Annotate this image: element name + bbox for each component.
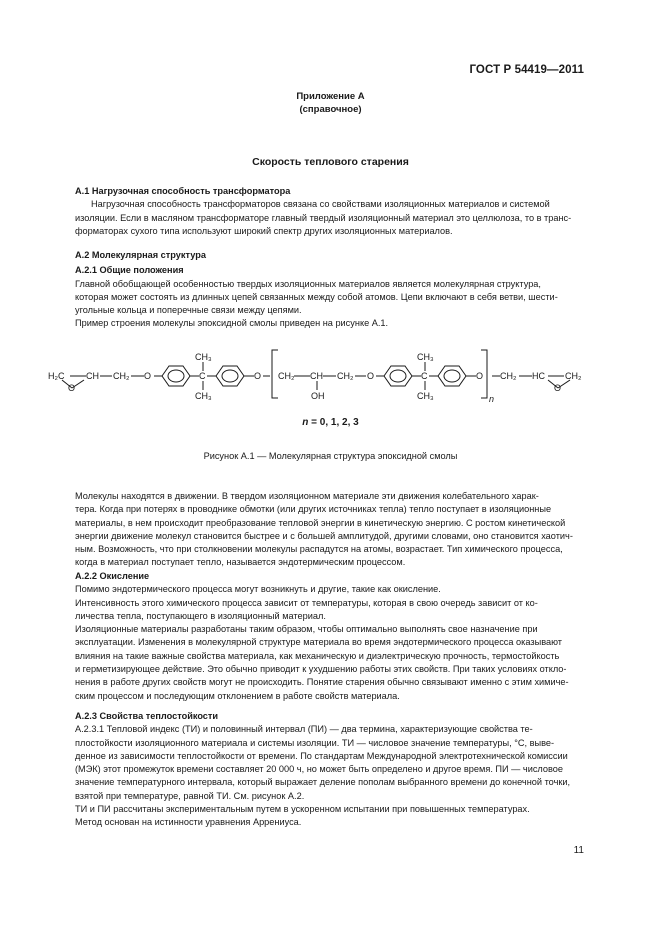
heading-a2: А.2 Молекулярная структура bbox=[75, 250, 206, 260]
formula-o-epoxide-left: O bbox=[68, 383, 76, 393]
section-a22 bbox=[75, 570, 585, 703]
para-a22-line: личества тепла, поступающего в изоляционный материал. bbox=[75, 610, 326, 621]
para-a21-line: Пример строения молекулы эпоксидной смолы приведен на рисунке А.1. bbox=[75, 318, 389, 329]
figure-caption: Рисунок А.1 — Молекулярная структура эпоксидной смолы bbox=[203, 451, 458, 461]
para-body-line: материалы, в нем происходит преобразование тепловой энергии в кинетическую энергию. С ростом кинетической bbox=[75, 517, 566, 528]
para-a23-line: денное из зависимости теплостойкости от времени. По стандартам Международной электротехнической комиссии bbox=[75, 750, 568, 761]
formula-h2c-left: H₂C bbox=[48, 371, 65, 381]
formula-ch2-mid-2: CH₂ bbox=[337, 371, 354, 381]
para-a22-line: ским процессом и последующим отклонением в работе свойств материала. bbox=[75, 690, 400, 701]
para-a23-line: взятой при температуре, равной ТИ. См. рисунок А.2. bbox=[75, 790, 305, 801]
formula-hc-right: HC bbox=[532, 371, 545, 381]
section-a2 bbox=[75, 249, 585, 331]
para-body-line: ным. Возможность, что при столкновении молекулы распадутся на атомы, возрастает. Тип химического процесса, bbox=[75, 544, 563, 555]
formula-o-epoxide-right: O bbox=[554, 383, 562, 393]
section-title: Скорость теплового старения bbox=[252, 156, 409, 168]
para-a1-line: Нагрузочная способность трансформаторов связана со свойствами изоляционных материалов и системой bbox=[91, 199, 550, 210]
para-a23-line: (МЭК) этот промежуток времени составляет 20 000 ч, но может быть определено и другое время. ПИ — числовое bbox=[75, 764, 564, 775]
formula-o-left: O bbox=[144, 371, 152, 381]
para-body-line: когда в материал поступает тепло, называется эндотермическим процессом. bbox=[75, 557, 406, 568]
para-a21-line: угольные кольца и поперечные связи между цепями. bbox=[75, 305, 302, 316]
para-a22-line: и герметизирующее действие. Это обычно приводит к ухудшению работы этих свойств. При таких условиях откло- bbox=[75, 664, 567, 675]
formula-n-subscript: n bbox=[489, 394, 495, 404]
formula-ch3-top-1: CH₃ bbox=[195, 352, 212, 362]
annex-title: Приложение А bbox=[296, 91, 365, 102]
para-body-line: тера. Когда при потерях в проводнике обмотки (или других источниках тепла) тепло поступает в изоляционные bbox=[75, 504, 552, 515]
para-a23-line: ТИ и ПИ рассчитаны экспериментальным путем в ускоренном испытании при повышенных температурах. bbox=[75, 804, 530, 815]
heading-a22: А.2.2 Окисление bbox=[75, 571, 150, 581]
para-a22-line: Интенсивность этого химического процесса зависит от температуры, которая в свою очередь зависит от ко- bbox=[75, 597, 538, 608]
para-a23-line: значение температурного интервала, который выражает деление пополам выбранного времени до конечной точки, bbox=[75, 777, 571, 788]
formula-ch2-right: CH₂ bbox=[500, 371, 517, 381]
formula-ch-left: CH bbox=[86, 371, 99, 381]
formula-ch2-left: CH₂ bbox=[113, 371, 130, 381]
para-body-line: Молекулы находятся в движении. В твердом изоляционном материале эти движения колебательного харак- bbox=[75, 491, 539, 501]
heading-a21: А.2.1 Общие положения bbox=[75, 265, 184, 276]
heading-a1: А.1 Нагрузочная способность трансформатора bbox=[75, 186, 291, 196]
document-code: ГОСТ Р 54419—2011 bbox=[469, 64, 584, 76]
formula-n-range: = 0, 1, 2, 3 bbox=[308, 417, 359, 428]
para-a23-line: А.2.3.1 Тепловой индекс (ТИ) и половинный интервал (ПИ) — два термина, характеризующие свойства те- bbox=[75, 724, 533, 735]
para-a21-line: Главной обобщающей особенностью твердых изоляционных материалов является молекулярная структура, bbox=[75, 278, 541, 289]
formula-ch3-bottom-1: CH₃ bbox=[195, 391, 212, 401]
formula-c-2: C bbox=[421, 371, 428, 381]
formula-ch3-bottom-2: CH₃ bbox=[417, 391, 434, 401]
formula-n-values bbox=[0, 417, 661, 428]
para-a22-line: Помимо эндотермического процесса могут возникнуть и другие, такие как окисление. bbox=[75, 584, 441, 595]
formula-n-symbol: n bbox=[302, 417, 309, 428]
para-a22-line: нения в работе других свойств могут не происходить. Понятие старения обычно связывают именно с этим химиче- bbox=[75, 677, 569, 688]
formula-c-1: C bbox=[199, 371, 206, 381]
para-a22-line: Изоляционные материалы разработаны таким образом, чтобы оптимально выполнять свое назначение при bbox=[75, 624, 538, 635]
formula-ch-mid: CH bbox=[310, 371, 323, 381]
formula-ch2-end: CH₂ bbox=[565, 371, 582, 381]
formula-oh: OH bbox=[311, 391, 325, 401]
para-a22-line: эксплуатации. Изменения в молекулярной структуре материала во время эндотермического процесса оказывают bbox=[75, 637, 562, 648]
molecular-structure-diagram bbox=[0, 342, 661, 412]
para-a1-line: изоляции. Если в масляном трансформаторе главный твердый изоляционный материал это целлюлоза, то в транс- bbox=[75, 212, 572, 223]
section-a23 bbox=[75, 710, 585, 830]
para-a22-line: влияния на такие важные свойства материала, как механическую и диэлектрическую прочность, термостойкость bbox=[75, 650, 560, 661]
para-a21-line: которая может состоять из длинных цепей связанных между собой атомов. Цепи включают в себя ветви, шести- bbox=[75, 291, 558, 302]
heading-a23: А.2.3 Свойства теплостойкости bbox=[75, 711, 219, 721]
formula-ch3-top-2: CH₃ bbox=[417, 352, 434, 362]
page-number: 11 bbox=[573, 845, 584, 856]
section-body-molecules bbox=[75, 490, 585, 570]
para-body-line: энергии движение молекул становится быстрее и с большей амплитудой, другими словами, оно становится хаотич- bbox=[75, 530, 573, 541]
formula-o-mid-2: O bbox=[367, 371, 375, 381]
epoxy-structure-formula bbox=[0, 342, 661, 412]
para-a23-line: Метод основан на истинности уравнения Аррениуса. bbox=[75, 817, 302, 828]
formula-o-mid-1: O bbox=[254, 371, 262, 381]
para-a1-line: форматорах сухого типа используют широкий спектр других изоляционных материалов. bbox=[75, 225, 453, 236]
formula-ch2-mid-1: CH₂ bbox=[278, 371, 295, 381]
section-a1 bbox=[75, 185, 585, 238]
para-a23-line: плостойкости изоляционного материала и системы изоляции. ТИ — числовое значение температуры, °С, выве- bbox=[75, 737, 555, 748]
formula-o-mid-3: O bbox=[476, 371, 484, 381]
annex-subtitle: (справочное) bbox=[299, 104, 362, 115]
